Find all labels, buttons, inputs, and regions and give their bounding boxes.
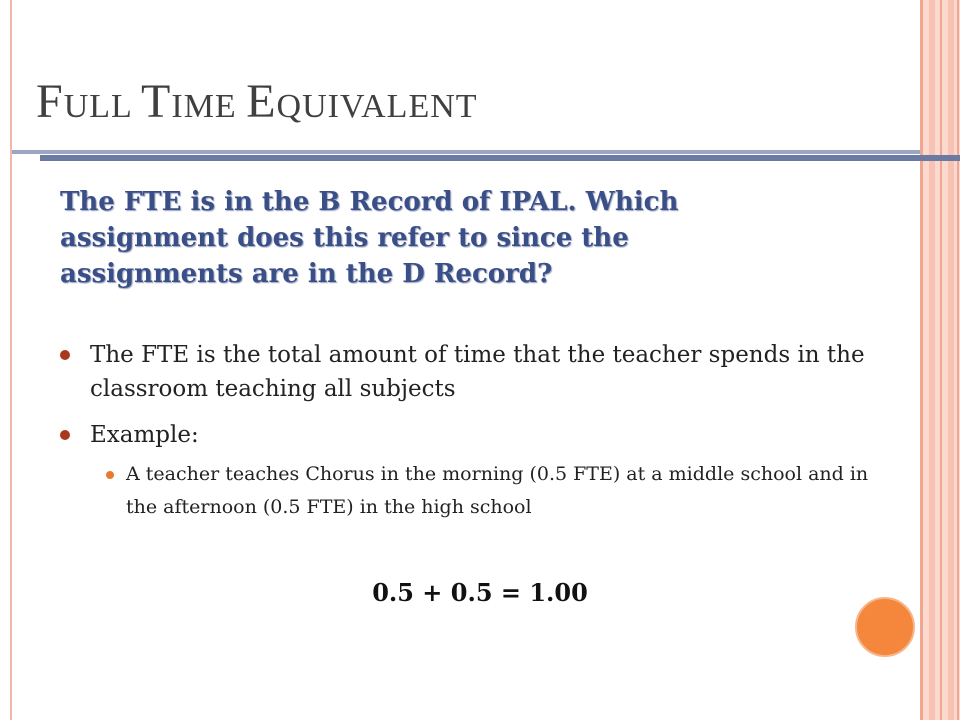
title-part: IME (171, 88, 247, 125)
sub-bullet-item (90, 458, 880, 524)
bullet-list (60, 338, 880, 536)
slide-subtitle: The FTE is in the B Record of IPAL. Which assignment does this refer to since the assignments are in the D Record? (60, 187, 679, 289)
bullet-item (60, 418, 880, 524)
right-stripe (948, 0, 954, 720)
title-part: E (246, 75, 277, 128)
fte-formula: 0.5 + 0.5 = 1.00 (372, 578, 588, 607)
left-border-line (10, 0, 12, 720)
sub-bullet-text: A teacher teaches Chorus in the morning (0.5 FTE) at a middle school and in the afternoon (0.5 FTE) in the high school (126, 463, 869, 518)
bullet-text: Example: (90, 422, 199, 448)
bullet-text: The FTE is the total amount of time that the teacher spends in the classroom teaching all subjects (90, 342, 865, 402)
right-stripe (940, 0, 942, 720)
title-underline (12, 150, 920, 154)
slide-title (36, 74, 478, 129)
sub-bullet-dot-icon (106, 471, 114, 479)
orange-circle-decoration (855, 597, 915, 657)
bullet-item (60, 338, 880, 406)
bullet-dot-icon (60, 350, 70, 360)
title-part: F (36, 75, 64, 128)
right-stripe (929, 0, 935, 720)
bullet-dot-icon (60, 430, 70, 440)
right-stripe (957, 0, 959, 720)
right-stripe (920, 0, 923, 720)
title-part: T (141, 75, 172, 128)
title-underline-shadow (40, 155, 960, 161)
title-part: ULL (63, 88, 142, 125)
sub-bullet-list (90, 458, 880, 524)
title-part: QUIVALENT (276, 88, 478, 125)
